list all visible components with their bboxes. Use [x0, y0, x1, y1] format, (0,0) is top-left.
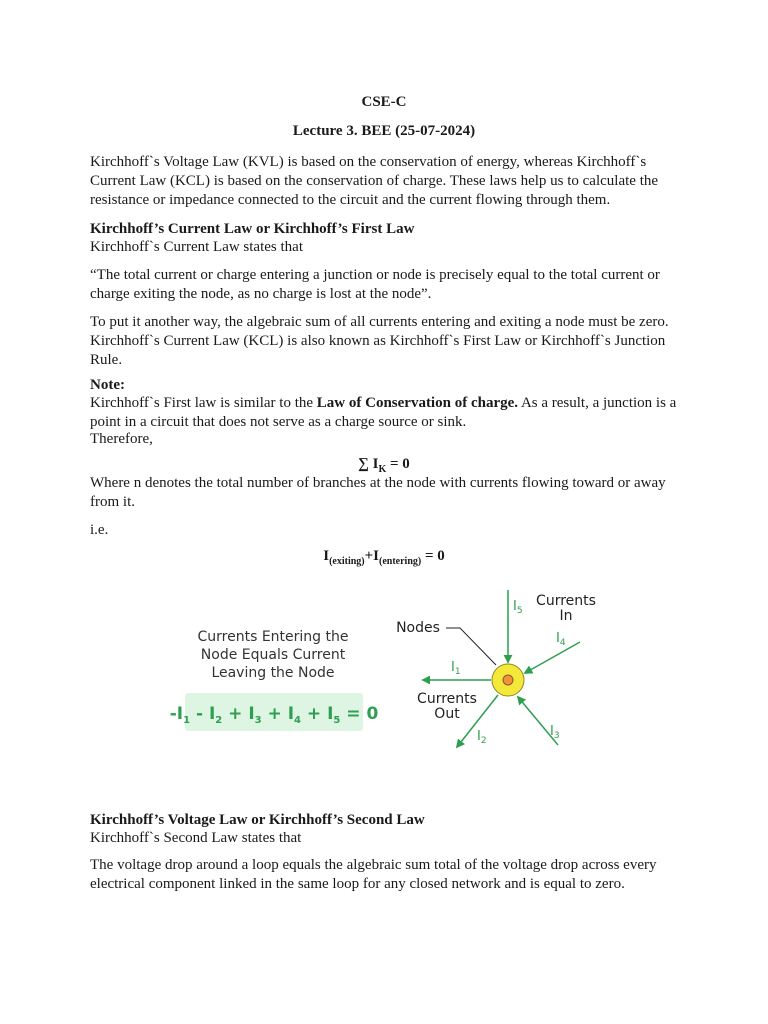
note-pre: Kirchhoff`s First law is similar to the [90, 395, 317, 411]
kvl-heading: Kirchhoff’s Voltage Law or Kirchhoff’s Second Law [90, 812, 425, 828]
figure-equation: $-I_1 - I_2 + I_3 + I_4 + I_5 = 0$ [169, 704, 379, 726]
figure-caption-line-3: Leaving the Node [211, 665, 335, 681]
currents-out-label-1: Currents [417, 691, 477, 707]
eq-rest: = 0 [421, 548, 445, 564]
eq-plus-i: +I [364, 548, 379, 564]
currents-in-label-1: Currents [536, 593, 596, 609]
kcl-another-way: To put it another way, the algebraic sum of all currents entering and exiting a node must be zero. Kirchhoff`s Current Law (KCL) is also known as Kirchhoff`s First Law or Kirchhoff`s Junction Rule. [90, 314, 669, 368]
intro-paragraph: Kirchhoff`s Voltage Law (KVL) is based on the conservation of energy, whereas Kirchhoff`s Current Law (KCL) is based on the conservation of charge. These laws help us to calculate the resistance or impedance connected to the circuit and the current flowing through them. [90, 154, 659, 208]
eq-exiting: (exiting) [329, 556, 365, 567]
eq-entering: (entering) [379, 556, 422, 567]
sum-subscript: K [378, 464, 387, 475]
where-n-paragraph: Where n denotes the total number of branches at the node with currents flowing toward or away from it. [90, 475, 666, 510]
currents-in-label-2: In [559, 608, 573, 624]
note-bold: Law of Conservation of charge. [316, 395, 519, 411]
kcl-states: Kirchhoff`s Current Law states that [90, 239, 303, 255]
label-i2: $I_2$ [477, 729, 487, 746]
label-i3: $I_3$ [550, 724, 560, 741]
note-paragraph [90, 394, 690, 432]
eq-i: I [323, 548, 330, 564]
currents-out-label-2: Out [434, 706, 460, 722]
node-center [503, 675, 513, 685]
note-post: As a result, a junction is a point in a circuit that does not serve as a charge source or sink. [90, 395, 677, 430]
sum-equation [0, 456, 768, 475]
kcl-heading: Kirchhoff’s Current Law or Kirchhoff’s First Law [90, 221, 415, 237]
kcl-quote: “The total current or charge entering a junction or node is precisely equal to the total current or charge exiting the node, as no charge is lost at the node”. [90, 267, 660, 302]
kcl-node-diagram [169, 585, 610, 760]
label-i1: $I_1$ [451, 660, 461, 677]
ie-text: i.e. [90, 522, 109, 538]
arrow-i4 [525, 642, 580, 673]
sum-symbol: ∑ I [358, 456, 379, 472]
sum-rest: = 0 [386, 456, 410, 472]
kvl-states: Kirchhoff`s Second Law states that [90, 830, 302, 846]
note-label: Note: [90, 377, 125, 393]
figure-caption-line-1: Currents Entering the [197, 629, 349, 645]
kvl-body: The voltage drop around a loop equals the algebraic sum total of the voltage drop across every electrical component linked in the same loop for any closed network and is equal to zero. [90, 857, 657, 892]
label-i4: $I_4$ [556, 631, 566, 648]
figure-caption-line-2: Node Equals Current [200, 647, 346, 663]
course-title: CSE-C [361, 94, 407, 110]
exit-enter-equation [0, 548, 768, 567]
lecture-title: Lecture 3. BEE (25-07-2024) [292, 123, 476, 139]
label-i5: $I_5$ [513, 599, 523, 616]
therefore-text: Therefore, [90, 431, 153, 447]
nodes-label: Nodes [396, 620, 440, 636]
